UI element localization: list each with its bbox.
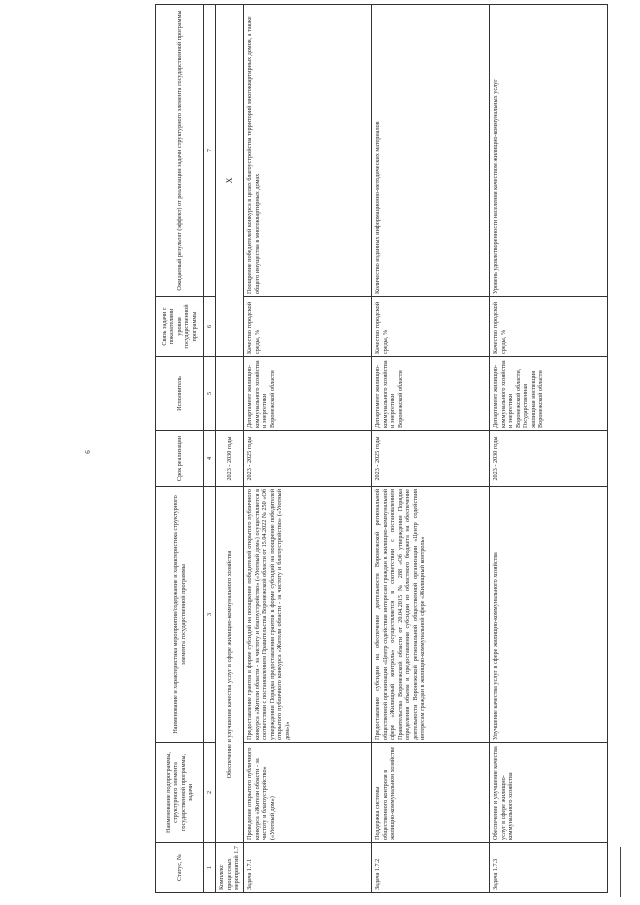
- table-row: [490, 5, 608, 893]
- row-description: Улучшение качества услуг в сфере жилищно-коммунального хозяйства: [490, 487, 608, 743]
- header-term: Срок реализации: [156, 431, 204, 487]
- row-name: Обеспечение и улучшение качества услуг в сфере жилищно-коммунального хозяйства: [490, 743, 608, 843]
- page-number: 6: [84, 450, 92, 454]
- header-status: Статус, №: [156, 843, 204, 893]
- row-result: Количество изданных информационно-методических материалов: [372, 5, 490, 297]
- complex-executor: [216, 357, 244, 431]
- row-name: Поддержка системы общественного контроля в жилищно-коммунальном хозяйстве: [372, 743, 490, 843]
- column-number: 2: [204, 743, 216, 843]
- complex-term: 2023 - 2030 годы: [216, 431, 244, 487]
- row-result: Поощрение победителей конкурса в целях благоустройства территорий многоквартирных домов, а также общего имущества в многоквартирных домах: [244, 5, 372, 297]
- row-executor: Департамент жилищно-коммунального хозяйства и энергетики Воронежской области: [244, 357, 372, 431]
- complex-status: Комплекс процессных мероприятий 1.7: [216, 843, 244, 893]
- complex-link-mark: X: [216, 5, 244, 357]
- row-indicator: Качество городской среды, %: [244, 297, 372, 357]
- row-result: Уровень удовлетворенности населения качеством жилищно-коммунальных услуг: [490, 5, 608, 297]
- header-indicator: Связь задачи с показателями уровня государственной программы: [156, 297, 204, 357]
- column-number-row: [204, 5, 216, 893]
- header-result: Ожидаемый результат (эффект) от реализации задачи структурного элемента государственной программы: [156, 5, 204, 297]
- row-executor: Департамент жилищно-коммунального хозяйства и энергетики Воронежской области, Государственная жилищная инспекция Воронежской области: [490, 357, 608, 431]
- column-number: 7: [204, 5, 216, 297]
- table-row: [244, 5, 372, 893]
- row-status: Задача 1.7.3: [490, 843, 608, 893]
- row-term: 2023 - 2025 годы: [244, 431, 372, 487]
- row-description: Предоставление грантов в форме субсидий на поощрение победителей открытого публичного конкурса «Жители области - за чистоту и благоустройство» («Уютный дом») осуществляется в соответствии с постановлением Правительства Воронежской области от 15.04.2022 № 250 «Об утверждении Порядка предоставления грантов в форме субсидий на поощрение победителей открытого публичного конкурса «Жители области - за чистоту и благоустройство» («Уютный дом»)»: [244, 487, 372, 743]
- column-number: 5: [204, 357, 216, 431]
- row-term: 2023 - 2025 годы: [372, 431, 490, 487]
- header-description: Наименование и характеристика мероприятия/содержание и характеристика структурного элемента государственной программы: [156, 487, 204, 743]
- table-row: [372, 5, 490, 893]
- column-number: 3: [204, 487, 216, 743]
- column-number: 4: [204, 431, 216, 487]
- complex-row: [216, 5, 244, 893]
- row-description: Предоставление субсидии на обеспечение деятельности Воронежской региональной общественной организации «Центр содействия интересам граждан в жилищно-коммунальной сфере «Жилищный контроль» осуществляется в соответствии с постановлением Правительства Воронежской области от 20.04.2015 № 288 «Об утверждении Порядка определения объема и предоставления субсидии из областного бюджета на обеспечение деятельности Воронежской региональной общественной организации «Центр содействия интересам граждан в жилищно-коммунальной сфере «Жилищный контроль»: [372, 487, 490, 743]
- header-name: Наименование подпрограммы, структурного элемента государственной программы, задачи: [156, 743, 204, 843]
- column-number: 6: [204, 297, 216, 357]
- row-status: Задача 1.7.2: [372, 843, 490, 893]
- row-term: 2023 - 2030 годы: [490, 431, 608, 487]
- row-indicator: Качество городской среды, %: [490, 297, 608, 357]
- header-executor: Исполнитель: [156, 357, 204, 431]
- row-status: Задача 1.7.1: [244, 843, 372, 893]
- table-header-row: [156, 5, 204, 893]
- footer-rule: [620, 847, 621, 897]
- complex-name: Обеспечение и улучшение качества услуг в сфере жилищно-коммунального хозяйства: [216, 487, 244, 843]
- row-executor: Департамент жилищно-коммунального хозяйства и энергетики Воронежской области: [372, 357, 490, 431]
- measures-table: [155, 4, 608, 893]
- row-indicator: Качество городской среды, %: [372, 297, 490, 357]
- row-name: Проведение открытого публичного конкурса «Жители области - за чистоту и благоустройство» («Уютный дом»): [244, 743, 372, 843]
- column-number: 1: [204, 843, 216, 893]
